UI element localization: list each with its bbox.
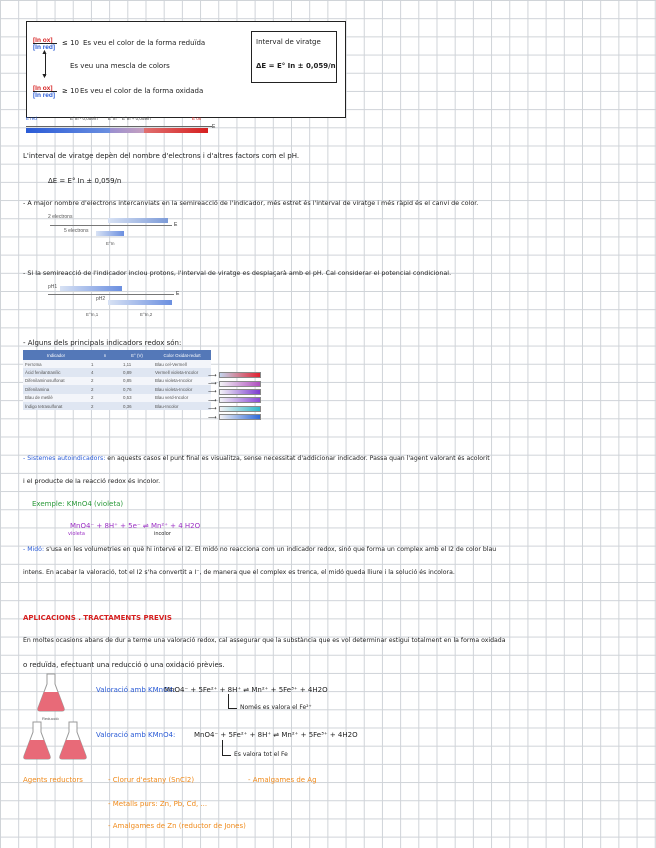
arrow-right-icon: ⟶ (208, 372, 217, 379)
ratio-3: ≥ 10 (62, 87, 79, 95)
table-cell-name: Difenilamina (23, 385, 89, 393)
mido-label: - Midó: (23, 546, 45, 553)
auto-label: - Sistemes autoindicadors: (23, 455, 106, 462)
scale-m2: E°In (108, 116, 117, 121)
para-4: - Alguns dels principals indicadors redox són: (23, 339, 182, 347)
table-cell-color: Vermell violeta-Incolor (153, 368, 211, 376)
arrow-down-icon: ▼ (41, 73, 48, 80)
hook-arrow-1 (228, 694, 237, 709)
formula-2: ΔE = E° In ± 0,059/n (48, 177, 122, 185)
line-1-text: Es veu el color de la forma reduïda (83, 39, 206, 47)
color-swatch (219, 414, 261, 420)
scale-m3: E°In + 0,059/n (122, 116, 151, 121)
apps-heading: APLICACIONS . TRACTAMENTS PREVIS (23, 614, 172, 622)
swatch-row (208, 388, 261, 396)
ox-label: [In ox] (33, 37, 53, 44)
bar-ph2 (108, 300, 172, 305)
color-swatch (219, 372, 261, 378)
fraction-line-2 (33, 91, 57, 92)
scale-axis (26, 126, 212, 127)
table-cell-e: 0,36 (121, 402, 153, 410)
mido-line-1 (23, 546, 496, 553)
e2-label: E°In,2 (140, 312, 153, 317)
scale-red (144, 128, 208, 133)
arrow-right-icon: ⟶ (208, 397, 217, 404)
th-n: n (89, 350, 121, 360)
line-2-text: Es veu una mescla de colors (70, 62, 170, 70)
arrow-right-icon: ⟶ (208, 389, 217, 396)
color-swatch (219, 381, 261, 387)
e1-label: E°In,1 (86, 312, 99, 317)
mido-text-2: intens. En acabar la valoració, tot el I2 s'ha convertit a I⁻, de manera que el complex es trenca, el midó queda lliure i la solució és incolora. (23, 569, 455, 576)
label-5e: 5 electrons (64, 228, 89, 234)
flask-icon-3 (58, 720, 88, 760)
red-label: [In red] (33, 44, 56, 51)
flask-icon-1 (36, 672, 66, 712)
table-row (23, 402, 211, 410)
scale-mix (110, 128, 144, 133)
th-e: E° (V) (121, 350, 153, 360)
color-swatches (208, 371, 261, 421)
table-cell-color: Blau cel-Vermell (153, 360, 211, 368)
formula-title: Interval de viratge (256, 38, 321, 46)
indicators-table-wrap (23, 350, 211, 410)
arrow-up-icon: ▲ (41, 49, 48, 56)
line-3-text: Es veu el color de la forma oxidada (80, 87, 204, 95)
table-cell-name: Índigo tetrasulfonat (23, 402, 89, 410)
formula: ΔE = E° In ± 0,059/n (256, 62, 336, 70)
para-2: - A major nombre d'electrons intercanviats en la semireacció de l'indicador, més estret és l'interval de viratge i més ràpid és el canvi de color. (23, 199, 479, 207)
table-cell-e: 0,85 (121, 377, 153, 385)
table-cell-n: 2 (89, 377, 121, 385)
arrow-right-icon: ⟶ (208, 406, 217, 413)
label-ph2: pH2 (96, 296, 106, 302)
bar-2e (108, 218, 168, 223)
axis-3-label: E (176, 291, 180, 297)
bar-ph1 (60, 286, 122, 291)
para-3: - Si la semireacció de l'indicador inclou protons, l'interval de viratge es desplaçarà amb el pH. Cal considerar el potencial condicional. (23, 269, 452, 277)
incolor-label: incolor (154, 531, 171, 537)
val2-eq: MnO4⁻ + 5Fe²⁺ + 8H⁺ ⇌ Mn²⁺ + 5Fe³⁺ + 4H2O (194, 731, 358, 739)
scale-m1: E°In - 0,059/n (70, 116, 98, 121)
table-row (23, 368, 211, 376)
scale-right: E ox (192, 116, 202, 121)
scale-axis-label: E (212, 124, 216, 130)
th-color: Color Oxidat-reduït (153, 350, 211, 360)
table-cell-n: 2 (89, 385, 121, 393)
table-cell-n: 1 (89, 360, 121, 368)
table-cell-color: Blau violeta-Incolor (153, 377, 211, 385)
label-ph1: pH1 (48, 284, 58, 290)
table-cell-color: Blau verd-Incolor (153, 394, 211, 402)
ratio-1: ≤ 10 (62, 39, 79, 47)
apps-text-1: En moltes ocasions abans de dur a terme una valoració redox, cal assegurar que la substància que es vol determinar estigui totalment en la forma oxidada (23, 637, 506, 644)
para-1: L'interval de viratge depèn del nombre d'electrons i d'altres factors com el pH. (23, 152, 300, 160)
flask-label: Reducció (42, 716, 59, 721)
violeta-label: violeta (68, 531, 85, 537)
auto-text-2: i el producte de la reacció redox és incolor. (23, 477, 161, 485)
table-body (23, 360, 211, 410)
val1-label: Valoració amb KMnO4: (96, 686, 176, 694)
auto-line-1 (23, 455, 490, 462)
reaction: MnO4⁻ + 8H⁺ + 5e⁻ ⇌ Mn²⁺ + 4 H2O (70, 522, 201, 530)
e0-label: E°In (106, 241, 115, 246)
apps-text-2: o reduïda, efectuant una reducció o una oxidació prèvies. (23, 661, 225, 669)
arrow-right-icon: ⟶ (208, 381, 217, 388)
swatch-row (208, 379, 261, 387)
table-cell-e: 0,53 (121, 394, 153, 402)
table-cell-color: Blau-Incolor (153, 402, 211, 410)
swatch-row (208, 396, 261, 404)
th-indicator: Indicador (23, 350, 89, 360)
swatch-row (208, 371, 261, 379)
val1-note: Només es valora el Fe²⁺ (240, 704, 312, 711)
fraction-line (33, 43, 57, 44)
reductor-3: - Amalgames de Zn (reductor de Jones) (108, 822, 246, 830)
example: Exemple: KMnO4 (violeta) (32, 500, 124, 508)
auto-text-1: en aquests casos el punt final es visualitza, sense necessitat d'addicionar indicador. Passa quan l'agent valorant és acolorit (105, 455, 490, 462)
reductors-label: Agents reductors (23, 776, 83, 784)
reductor-1: - Clorur d'estany (SnCl2) (108, 776, 195, 784)
table-cell-n: 2 (89, 402, 121, 410)
axis-2-label: E (174, 222, 178, 228)
color-swatch (219, 406, 261, 412)
red-label-2: [In red] (33, 92, 56, 99)
val1-eq: MnO4⁻ + 5Fe²⁺ + 8H⁺ ⇌ Mn²⁺ + 5Fe³⁺ + 4H2O (164, 686, 328, 694)
table-row (23, 394, 211, 402)
table-cell-color: Blau violeta-Incolor (153, 385, 211, 393)
val2-note: Es valora tot el Fe (234, 751, 288, 758)
axis-2 (50, 225, 172, 226)
table-row (23, 377, 211, 385)
mido-text-1: s'usa en les volumetries en què hi intervé el I2. El midó no reacciona com un indicador redox, sinó que forma un complex amb el I2 de color blau (44, 546, 497, 553)
arrow-right-icon: ⟶ (208, 414, 217, 421)
val2-label: Valoració amb KMnO4: (96, 731, 176, 739)
bar-5e (96, 231, 124, 236)
table-cell-n: 4 (89, 368, 121, 376)
table-cell-name: Àcid fenilantranílic (23, 368, 89, 376)
ox-label-2: [In ox] (33, 85, 53, 92)
color-swatch (219, 397, 261, 403)
table-cell-name: Blau de metilè (23, 394, 89, 402)
table-cell-e: 1,11 (121, 360, 153, 368)
label-2e: 2 electrons (48, 214, 73, 220)
color-swatch (219, 389, 261, 395)
table-row (23, 385, 211, 393)
reductor-1b: - Amalgames de Ag (248, 776, 317, 784)
table-cell-n: 2 (89, 394, 121, 402)
axis-3 (48, 294, 174, 295)
reductor-2: - Metalls purs: Zn, Pb, Cd, ... (108, 800, 208, 808)
table-cell-name: Difenilaminosulfonat (23, 377, 89, 385)
scale-blue (26, 128, 110, 133)
swatch-row (208, 405, 261, 413)
table-cell-e: 0,89 (121, 368, 153, 376)
hook-arrow-2 (222, 740, 231, 756)
flask-icon-2 (22, 720, 52, 760)
indicators-table (23, 350, 211, 410)
scale-left: E red (26, 116, 37, 121)
table-cell-name: Ferroïna (23, 360, 89, 368)
table-cell-e: 0,76 (121, 385, 153, 393)
swatch-row (208, 413, 261, 421)
table-row (23, 360, 211, 368)
